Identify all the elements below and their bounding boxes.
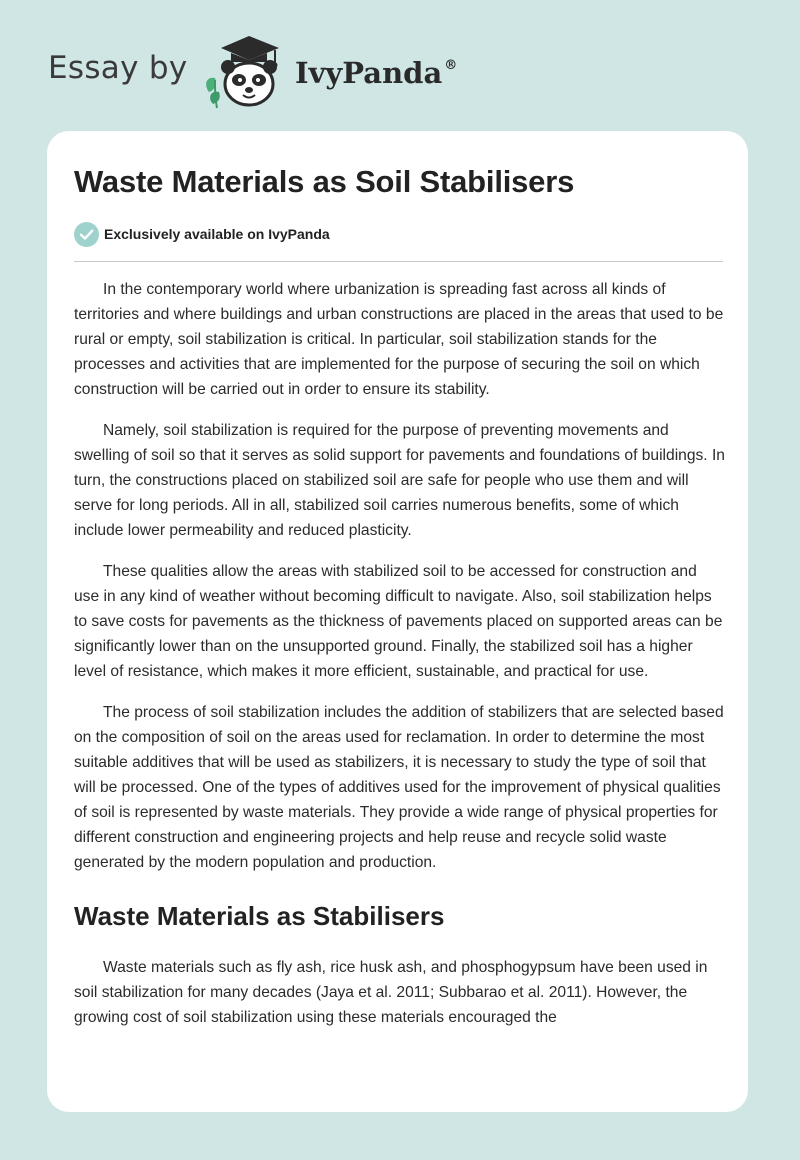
paragraph: The process of soil stabilization includes the addition of stabilizers that are selected based on the composition of soil on the areas used for reclamation. In order to determine the most suitable additives that will be used as stabilizers, it is necessary to study the type of soil that will be processed. One of the types of additives used for the improvement of physical qualities of soil is represented by waste materials. They provide a wide range of physical properties for different construction and engineering projects and help reuse and recycle solid waste generated by the modern population and production. bbox=[74, 704, 724, 871]
brand-name-text: IvyPanda bbox=[295, 56, 443, 90]
exclusive-badge bbox=[74, 221, 330, 247]
article-card bbox=[47, 131, 748, 1112]
article-body bbox=[74, 277, 726, 1046]
panda-graduate-icon[interactable] bbox=[201, 32, 291, 110]
page-title: Waste Materials as Soil Stabilisers bbox=[74, 164, 575, 199]
paragraph: Waste materials such as fly ash, rice husk ash, and phosphogypsum have been used in soil stabilization for many decades (Jaya et al. 2011; Subbarao et al. 2011). However, the growing cost of soil stabilization using these materials encouraged the bbox=[74, 959, 708, 1026]
paragraph: In the contemporary world where urbanization is spreading fast across all kinds of territories and where buildings and urban constructions are placed in the areas that used to be rural or empty, soil stabilization is critical. In particular, soil stabilization stands for the processes and activities that are implemented for the purpose of securing the soil on which construction will be carried out in order to ensure its stability. bbox=[74, 281, 724, 398]
site-header bbox=[48, 30, 648, 110]
divider bbox=[74, 261, 723, 262]
check-circle-icon bbox=[74, 222, 99, 247]
registered-mark: ® bbox=[444, 58, 458, 73]
paragraph: These qualities allow the areas with stabilized soil to be accessed for construction and use in any kind of weather without becoming difficult to navigate. Also, soil stabilization helps to save costs for pavements as the thickness of pavements placed on supported areas can be significantly lower than on the unsupported ground. Finally, the stabilized soil has a higher level of resistance, which makes it more efficient, sustainable, and practical for use. bbox=[74, 563, 723, 680]
section-heading: Waste Materials as Stabilisers bbox=[74, 901, 445, 931]
paragraph: Namely, soil stabilization is required for the purpose of preventing movements and swelling of soil so that it serves as solid support for pavements and foundations of buildings. In turn, the constructions placed on stabilized soil are safe for people who use them and will serve for long periods. All in all, stabilized soil carries numerous benefits, some of which include lower permeability and reduced plasticity. bbox=[74, 422, 725, 539]
badge-label: Exclusively available on IvyPanda bbox=[104, 226, 330, 242]
brand-prefix: Essay by bbox=[48, 50, 188, 86]
brand-name[interactable] bbox=[295, 56, 457, 90]
